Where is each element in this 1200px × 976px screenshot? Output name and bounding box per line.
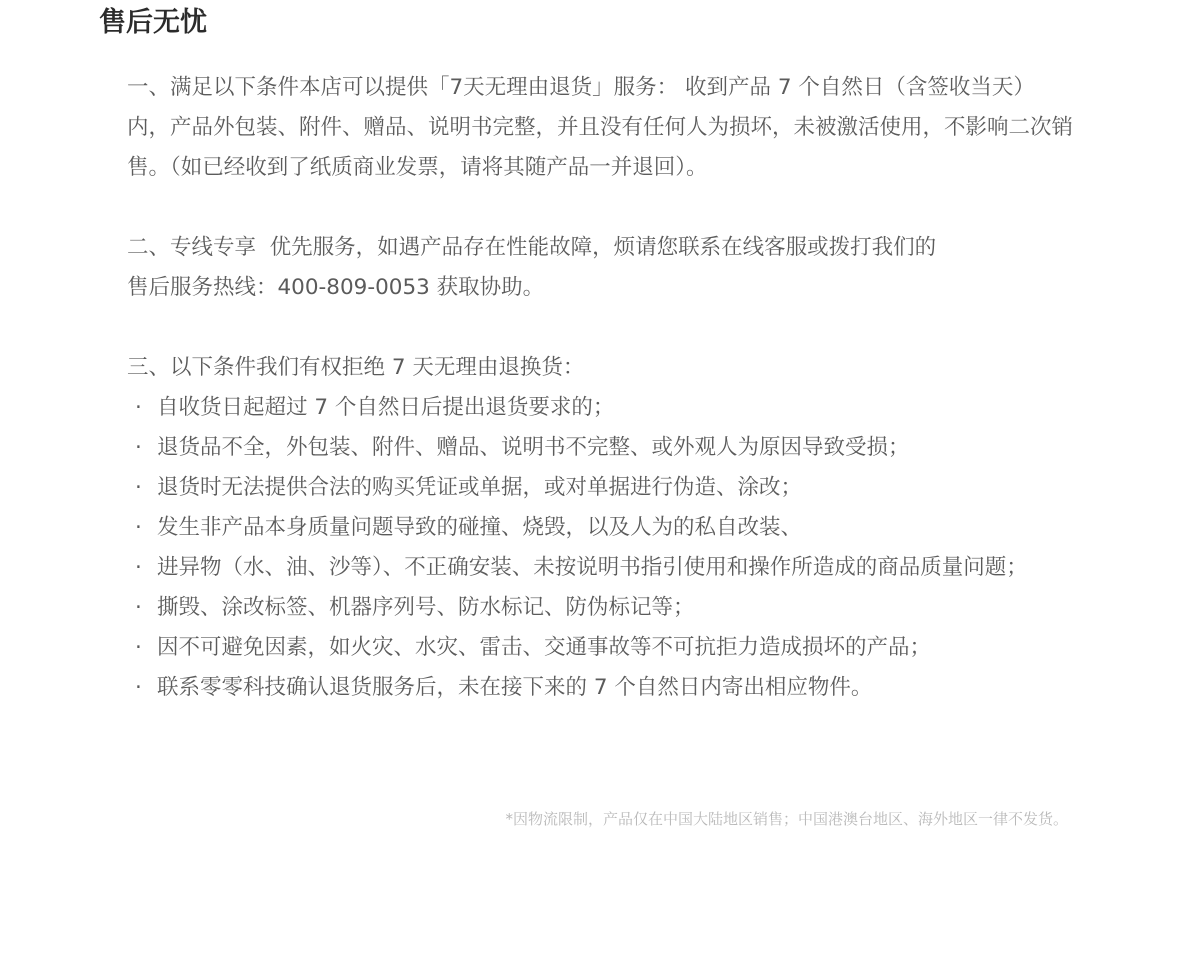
list-item xyxy=(127,628,1077,668)
bullet-dot-icon: · xyxy=(135,555,142,580)
section-three-heading: 三、以下条件我们有权拒绝 7 天无理由退换货： xyxy=(127,355,585,380)
section-one-text: 一、满足以下条件本店可以提供「7天无理由退货」服务： 收到产品 7 个自然日（含签收当天）内，产品外包装、附件、赠品、说明书完整，并且没有任何人为损坏，未被激活使用，不影响二次销售。（如已经收到了纸质商业发票，请将其随产品一并退回）。 xyxy=(127,75,1074,180)
section-spacer xyxy=(127,308,1077,348)
section-two-line1: 二、专线专享 优先服务，如遇产品存在性能故障，烦请您联系在线客服或拨打我们的 xyxy=(127,235,937,260)
list-item-text: 进异物（水、油、沙等）、不正确安装、未按说明书指引使用和操作所造成的商品质量问题； xyxy=(157,555,1028,580)
page-title: 售后无忧 xyxy=(99,7,207,38)
list-item-text: 自收货日起超过 7 个自然日后提出退货要求的； xyxy=(157,395,615,420)
shipping-restriction-footnote: *因物流限制，产品仅在中国大陆地区销售；中国港澳台地区、海外地区一律不发货。 xyxy=(505,810,1068,828)
list-item-text: 退货时无法提供合法的购买凭证或单据，或对单据进行伪造、涂改； xyxy=(157,475,803,500)
section-spacer xyxy=(127,188,1077,228)
list-item-text: 因不可避免因素，如火灾、水灾、雷击、交通事故等不可抗拒力造成损坏的产品； xyxy=(157,635,932,660)
section-two-line2: 售后服务热线：400-809-0053 获取协助。 xyxy=(127,275,545,300)
list-item xyxy=(127,508,1077,548)
policy-content xyxy=(127,68,1077,708)
bullet-dot-icon: · xyxy=(135,595,142,620)
list-item xyxy=(127,468,1077,508)
list-item xyxy=(127,668,1077,708)
bullet-dot-icon: · xyxy=(135,635,142,660)
bullet-dot-icon: · xyxy=(135,515,142,540)
list-item xyxy=(127,428,1077,468)
list-item-text: 撕毁、涂改标签、机器序列号、防水标记、防伪标记等； xyxy=(157,595,695,620)
list-item xyxy=(127,588,1077,628)
bullet-dot-icon: · xyxy=(135,435,142,460)
bullet-dot-icon: · xyxy=(135,475,142,500)
list-item xyxy=(127,548,1077,588)
bullet-dot-icon: · xyxy=(135,675,142,700)
list-item-text: 退货品不全，外包装、附件、赠品、说明书不完整、或外观人为原因导致受损； xyxy=(157,435,910,460)
refusal-conditions-list xyxy=(127,388,1077,708)
list-item-text: 发生非产品本身质量问题导致的碰撞、烧毁，以及人为的私自改装、 xyxy=(157,515,803,540)
list-item xyxy=(127,388,1077,428)
bullet-dot-icon: · xyxy=(135,395,142,420)
list-item-text: 联系零零科技确认退货服务后，未在接下来的 7 个自然日内寄出相应物件。 xyxy=(157,675,873,700)
